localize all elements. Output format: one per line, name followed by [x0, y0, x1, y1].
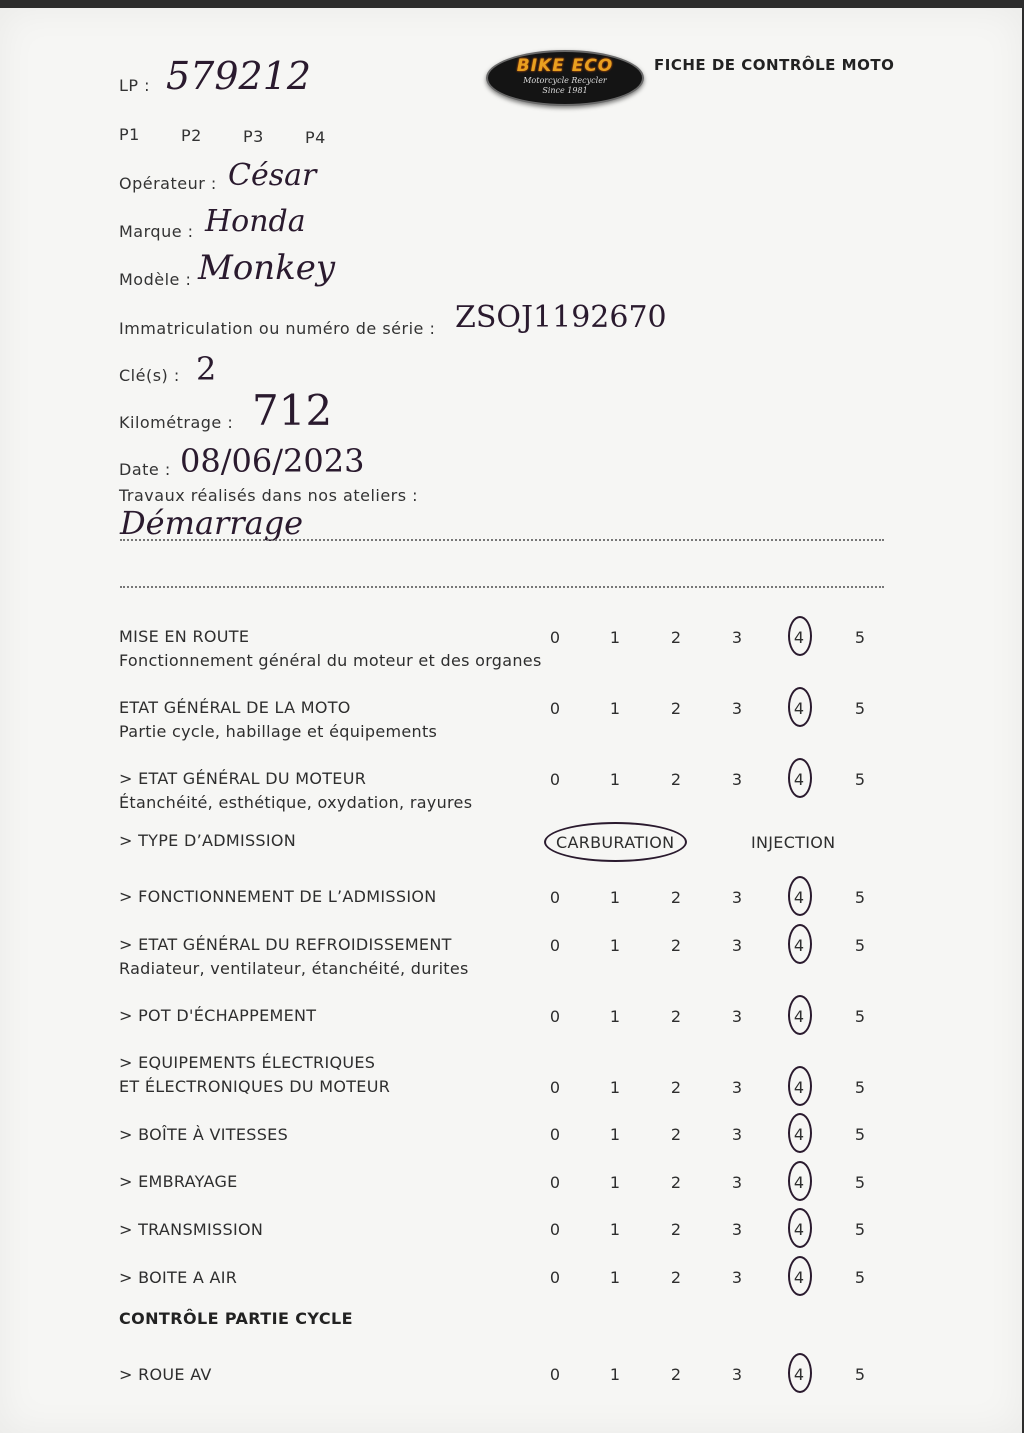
rating-score-option[interactable]: 0: [549, 1078, 561, 1097]
rating-score-option[interactable]: 4: [793, 936, 805, 955]
rating-row-title: > EQUIPEMENTS ÉLECTRIQUES: [119, 1053, 376, 1072]
rating-score-option[interactable]: 0: [549, 699, 561, 718]
rating-row-subtitle: ET ÉLECTRONIQUES DU MOTEUR: [119, 1077, 391, 1096]
cles-value: 2: [196, 350, 217, 388]
rating-score-option[interactable]: 1: [609, 770, 621, 789]
rating-score-option[interactable]: 3: [731, 1220, 743, 1239]
rating-score-option[interactable]: 5: [854, 770, 866, 789]
rating-row-title: > TRANSMISSION: [119, 1220, 264, 1239]
selected-score-circle: [788, 1208, 812, 1248]
date-value: 08/06/2023: [180, 442, 365, 480]
rating-row-label: [119, 933, 469, 981]
selected-score-circle: [788, 1066, 812, 1106]
rating-score-option[interactable]: 5: [854, 1078, 866, 1097]
selected-score-circle: [788, 687, 812, 727]
modele-value: Monkey: [198, 248, 336, 288]
rating-score-option[interactable]: 4: [793, 888, 805, 907]
rating-score-option[interactable]: 4: [793, 1220, 805, 1239]
rating-score-option[interactable]: 5: [854, 699, 866, 718]
immatriculation-value: ZSOJ1192670: [455, 300, 667, 335]
rating-row-label: [119, 1051, 390, 1099]
document-title: FICHE DE CONTRÔLE MOTO: [654, 56, 895, 74]
rating-score-option[interactable]: 0: [549, 888, 561, 907]
rating-score-option[interactable]: 2: [670, 628, 682, 647]
rating-score-option[interactable]: 0: [549, 1125, 561, 1144]
lp-label: LP :: [119, 76, 151, 95]
rating-row-label: [119, 885, 437, 909]
rating-score-option[interactable]: 3: [731, 936, 743, 955]
rating-score-option[interactable]: 2: [670, 699, 682, 718]
rating-row-label: [119, 1266, 237, 1290]
travaux-label: Travaux réalisés dans nos ateliers :: [119, 486, 419, 505]
rating-row-title: > EMBRAYAGE: [119, 1172, 238, 1191]
rating-score-option[interactable]: 1: [609, 1078, 621, 1097]
control-sheet: [0, 8, 1022, 1433]
rating-score-option[interactable]: 2: [670, 1173, 682, 1192]
rating-score-option[interactable]: 2: [670, 936, 682, 955]
selected-score-circle: [788, 616, 812, 656]
rating-score-option[interactable]: 3: [731, 699, 743, 718]
selected-score-circle: [788, 876, 812, 916]
rating-score-option[interactable]: 4: [793, 699, 805, 718]
rating-score-option[interactable]: 0: [549, 1365, 561, 1384]
rating-score-option[interactable]: 4: [793, 1268, 805, 1287]
rating-score-option[interactable]: 3: [731, 1173, 743, 1192]
rating-row-label: [119, 1363, 212, 1387]
marque-value: Honda: [205, 204, 306, 239]
rating-row-label: [119, 625, 542, 673]
operateur-label: Opérateur :: [119, 174, 217, 193]
rating-score-option[interactable]: 5: [854, 1268, 866, 1287]
cles-label: Clé(s) :: [119, 366, 180, 385]
rating-score-option[interactable]: 4: [793, 770, 805, 789]
operateur-value: César: [228, 158, 317, 193]
rating-row-subtitle: Radiateur, ventilateur, étanchéité, durites: [119, 959, 469, 978]
rating-score-option[interactable]: 2: [670, 770, 682, 789]
rating-score-option[interactable]: 0: [549, 936, 561, 955]
rating-score-option[interactable]: 5: [854, 628, 866, 647]
rating-score-option[interactable]: 4: [793, 1007, 805, 1026]
rating-row-title: > BOITE A AIR: [119, 1268, 238, 1287]
selected-score-circle: [788, 924, 812, 964]
rating-score-option[interactable]: 3: [731, 888, 743, 907]
travaux-value: Démarrage: [120, 504, 304, 542]
rating-score-option[interactable]: 3: [731, 1078, 743, 1097]
rating-row-title: > FONCTIONNEMENT DE L’ADMISSION: [119, 887, 437, 906]
rating-score-option[interactable]: 4: [793, 1365, 805, 1384]
travaux-line-1: [120, 539, 884, 541]
rating-score-option[interactable]: 0: [549, 1268, 561, 1287]
rating-score-option[interactable]: 1: [609, 1007, 621, 1026]
rating-score-option[interactable]: 3: [731, 628, 743, 647]
admission-option-carburation[interactable]: CARBURATION: [556, 833, 675, 852]
rating-score-option[interactable]: 4: [793, 1173, 805, 1192]
rating-score-option[interactable]: 5: [854, 1125, 866, 1144]
rating-score-option[interactable]: 3: [731, 1365, 743, 1384]
rating-score-option[interactable]: 2: [670, 888, 682, 907]
immatriculation-label: Immatriculation ou numéro de série :: [119, 319, 436, 338]
rating-score-option[interactable]: 1: [609, 888, 621, 907]
kilometrage-value: 712: [252, 386, 333, 435]
rating-score-option[interactable]: 1: [609, 699, 621, 718]
rating-score-option[interactable]: 4: [793, 628, 805, 647]
rating-row-title: MISE EN ROUTE: [119, 627, 250, 646]
rating-score-option[interactable]: 0: [549, 1173, 561, 1192]
rating-score-option[interactable]: 3: [731, 1268, 743, 1287]
rating-score-option[interactable]: 4: [793, 1125, 805, 1144]
kilometrage-label: Kilométrage :: [119, 413, 234, 432]
rating-row-label: [119, 1218, 263, 1242]
rating-score-option[interactable]: 5: [854, 1007, 866, 1026]
rating-score-option[interactable]: 0: [549, 1007, 561, 1026]
travaux-line-2: [120, 586, 884, 588]
rating-score-option[interactable]: 1: [609, 1365, 621, 1384]
position-p1: P1: [119, 125, 140, 144]
selected-score-circle: [788, 1353, 812, 1393]
rating-score-option[interactable]: 1: [609, 1173, 621, 1192]
lp-value: 579212: [166, 54, 312, 98]
logo-tagline: Motorcycle Recycler: [523, 76, 607, 85]
rating-row-label: [119, 1004, 316, 1028]
rating-row-title: > ETAT GÉNÉRAL DU MOTEUR: [119, 769, 367, 788]
rating-score-option[interactable]: 1: [609, 1125, 621, 1144]
date-label: Date :: [119, 460, 171, 479]
rating-score-option[interactable]: 3: [731, 1125, 743, 1144]
rating-score-option[interactable]: 2: [670, 1268, 682, 1287]
rating-score-option[interactable]: 5: [854, 1173, 866, 1192]
rating-score-option[interactable]: 0: [549, 628, 561, 647]
rating-score-option[interactable]: 0: [549, 1220, 561, 1239]
rating-score-option[interactable]: 2: [670, 1007, 682, 1026]
rating-score-option[interactable]: 2: [670, 1078, 682, 1097]
rating-row-subtitle: Étanchéité, esthétique, oxydation, rayures: [119, 793, 473, 812]
rating-row-title: > BOÎTE À VITESSES: [119, 1125, 289, 1144]
rating-score-option[interactable]: 1: [609, 1268, 621, 1287]
rating-score-option[interactable]: 3: [731, 770, 743, 789]
rating-row-label: [119, 1123, 288, 1147]
selected-score-circle: [788, 1161, 812, 1201]
selected-score-circle: [788, 995, 812, 1035]
selected-score-circle: [788, 758, 812, 798]
rating-row-subtitle: Partie cycle, habillage et équipements: [119, 722, 438, 741]
rating-score-option[interactable]: 5: [854, 1365, 866, 1384]
rating-score-option[interactable]: 4: [793, 1078, 805, 1097]
position-p3: P3: [243, 127, 264, 146]
rating-score-option[interactable]: 1: [609, 628, 621, 647]
rating-score-option[interactable]: 2: [670, 1365, 682, 1384]
selected-score-circle: [788, 1256, 812, 1296]
rating-row-title: ETAT GÉNÉRAL DE LA MOTO: [119, 698, 351, 717]
section-controle-partie-cycle: CONTRÔLE PARTIE CYCLE: [119, 1309, 353, 1328]
admission-type-label: > TYPE D’ADMISSION: [119, 831, 297, 850]
rating-row-title: > ROUE AV: [119, 1365, 212, 1384]
rating-row-label: [119, 696, 437, 744]
rating-row-label: [119, 1170, 238, 1194]
rating-row-title: > ETAT GÉNÉRAL DU REFROIDISSEMENT: [119, 935, 452, 954]
admission-option-injection[interactable]: INJECTION: [751, 833, 836, 852]
rating-score-option[interactable]: 1: [609, 1220, 621, 1239]
rating-row-subtitle: Fonctionnement général du moteur et des organes: [119, 651, 542, 670]
rating-score-option[interactable]: 1: [609, 936, 621, 955]
rating-score-option[interactable]: 5: [854, 1220, 866, 1239]
rating-score-option[interactable]: 5: [854, 888, 866, 907]
modele-label: Modèle :: [119, 270, 192, 289]
rating-score-option[interactable]: 2: [670, 1220, 682, 1239]
rating-score-option[interactable]: 3: [731, 1007, 743, 1026]
logo-since: Since 1981: [542, 86, 588, 95]
position-p4: P4: [305, 128, 326, 147]
rating-score-option[interactable]: 2: [670, 1125, 682, 1144]
rating-row-title: > POT D'ÉCHAPPEMENT: [119, 1006, 317, 1025]
rating-row-label: [119, 767, 472, 815]
logo-brand: BIKE ECO: [516, 56, 614, 76]
rating-score-option[interactable]: 0: [549, 770, 561, 789]
rating-score-option[interactable]: 5: [854, 936, 866, 955]
bike-eco-logo: [486, 50, 644, 106]
marque-label: Marque :: [119, 222, 194, 241]
position-p2: P2: [181, 126, 202, 145]
selected-score-circle: [788, 1113, 812, 1153]
